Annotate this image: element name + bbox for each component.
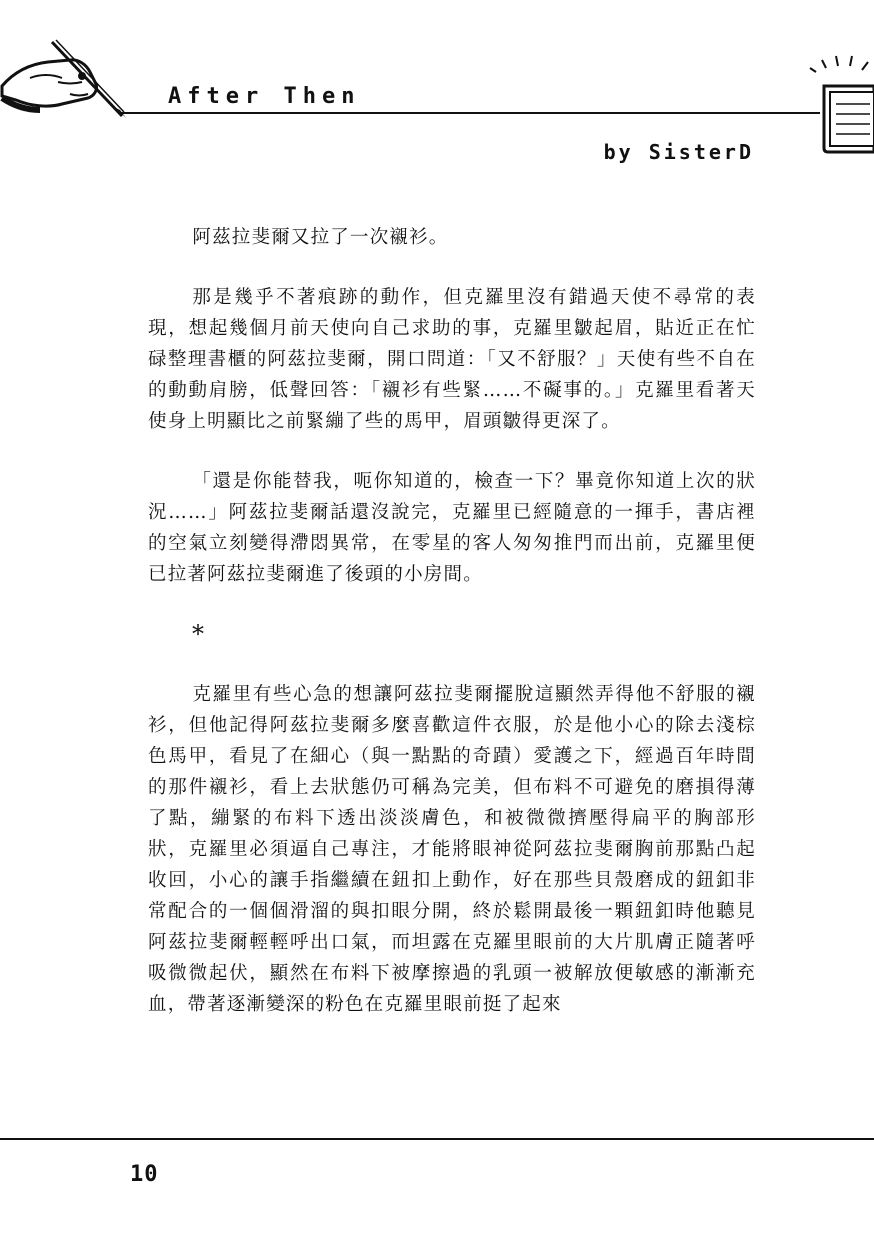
- section-separator: *: [192, 620, 206, 648]
- paragraph: 那是幾乎不著痕跡的動作，但克羅里沒有錯過天使不尋常的表現，想起幾個月前天使向自己求助的事，克羅里皺起眉，貼近正在忙碌整理書櫃的阿茲拉斐爾，開口問道：「又不舒服？」天使有些不自在的動動肩膀，低聲回答：「襯衫有些緊……不礙事的。」克羅里看著天使身上明顯比之前緊繃了些的馬甲，眉頭皺得更深了。: [148, 287, 756, 432]
- paragraph: 克羅里有些心急的想讓阿茲拉斐爾擺脫這顯然弄得他不舒服的襯衫，但他記得阿茲拉斐爾多麼喜歡這件衣服，於是他小心的除去淺棕色馬甲，看見了在細心（與一點點的奇蹟）愛護之下，經過百年時間的那件襯衫，看上去狀態仍可稱為完美，但布料不可避免的磨損得薄了點，繃緊的布料下透出淡淡膚色，和被微微擠壓得扁平的胸部形狀，克羅里必須逼自己專注，才能將眼神從阿茲拉斐爾胸前那點凸起收回，小心的讓手指繼續在鈕扣上動作，好在那些貝殼磨成的鈕釦非常配合的一個個滑溜的與扣眼分開，終於鬆開最後一顆鈕釦時他聽見阿茲拉斐爾輕輕呼出口氣，而坦露在克羅里眼前的大片肌膚正隨著呼吸微微起伏，顯然在布料下被摩擦過的乳頭一被解放便敏感的漸漸充血，帶著逐漸變深的粉色在克羅里眼前挺了起來: [148, 684, 756, 1015]
- header-divider: [120, 112, 820, 114]
- footer-divider: [0, 1138, 874, 1140]
- header-title: After Then: [168, 84, 361, 109]
- hand-with-pen-icon: [0, 38, 130, 120]
- paragraph: 阿茲拉斐爾又拉了一次襯衫。: [192, 227, 449, 248]
- header-author: by SisterD: [603, 140, 754, 164]
- open-book-icon: [806, 52, 874, 156]
- body-text: [148, 222, 756, 1049]
- page-number: 10: [130, 1162, 159, 1187]
- paragraph: 「還是你能替我，呃你知道的，檢查一下？畢竟你知道上次的狀況……」阿茲拉斐爾話還沒說完，克羅里已經隨意的一揮手，書店裡的空氣立刻變得滯悶異常，在零星的客人匆匆推門而出前，克羅里便已拉著阿茲拉斐爾進了後頭的小房間。: [148, 471, 756, 585]
